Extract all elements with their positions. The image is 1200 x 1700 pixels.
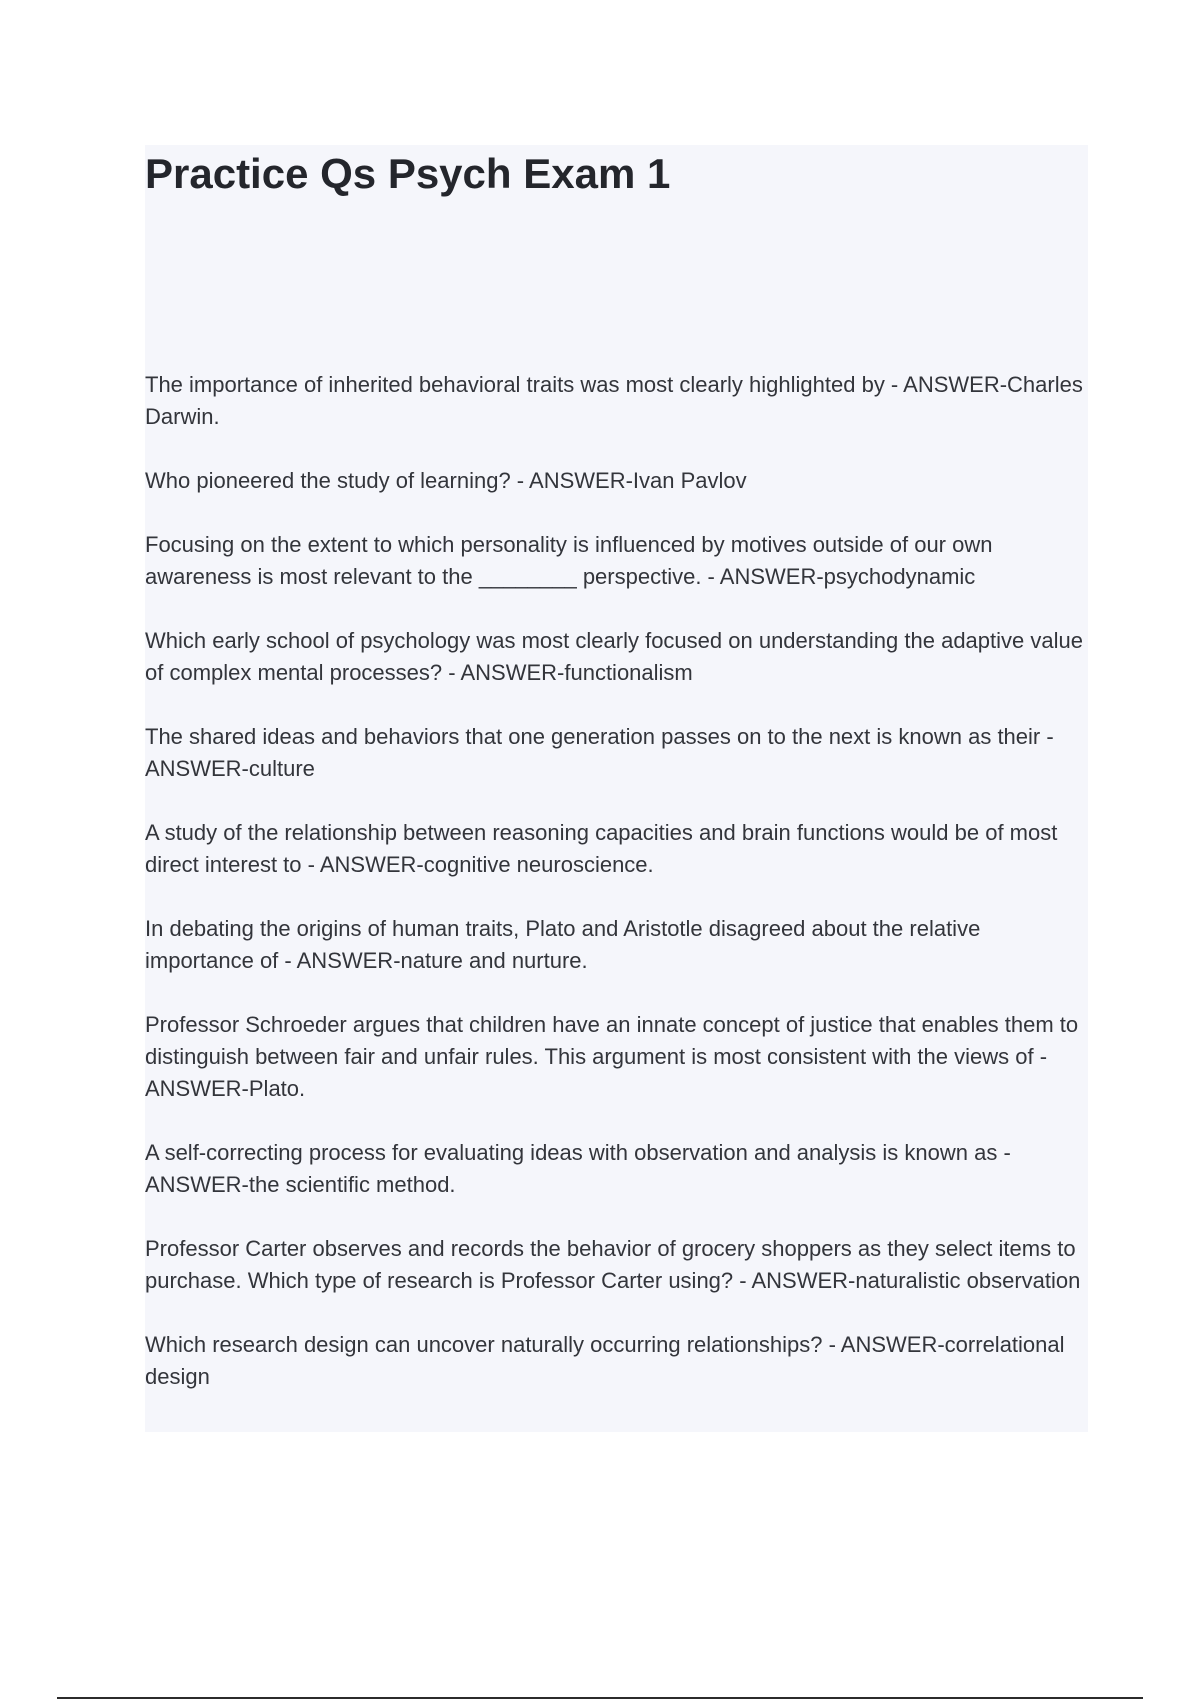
question-answer-item: A study of the relationship between reasoning capacities and brain functions would be of most direct interest to - ANSWER-cognitive neuroscience. [145,820,1058,877]
page-title: Practice Qs Psych Exam 1 [145,150,671,197]
question-answer-item: Which research design can uncover naturally occurring relationships? - ANSWER-correlational design [145,1332,1065,1389]
question-answer-item: Professor Schroeder argues that children have an innate concept of justice that enables them to distinguish between fair and unfair rules. This argument is most consistent with the views of - ANSWER-Plato. [145,1012,1079,1101]
page-divider [57,1697,1143,1699]
question-answer-item: Focusing on the extent to which personality is influenced by motives outside of our own awareness is most relevant to the ________ perspective. - ANSWER-psychodynamic [145,532,993,589]
question-answer-item: In debating the origins of human traits, Plato and Aristotle disagreed about the relative importance of - ANSWER-nature and nurture. [145,916,981,973]
question-answer-item: Which early school of psychology was most clearly focused on understanding the adaptive value of complex mental processes? - ANSWER-functionalism [145,628,1083,685]
question-answer-item: Who pioneered the study of learning? - ANSWER-Ivan Pavlov [145,468,747,493]
question-answer-item: The importance of inherited behavioral traits was most clearly highlighted by - ANSWER-Charles Darwin. [145,372,1083,429]
question-answer-item: Professor Carter observes and records the behavior of grocery shoppers as they select items to purchase. Which type of research is Professor Carter using? - ANSWER-naturalistic observation [145,1236,1081,1293]
question-answer-list [145,369,1095,1425]
question-answer-item: A self-correcting process for evaluating ideas with observation and analysis is known as - ANSWER-the scientific method. [145,1140,1011,1197]
question-answer-item: The shared ideas and behaviors that one generation passes on to the next is known as their - ANSWER-culture [145,724,1054,781]
